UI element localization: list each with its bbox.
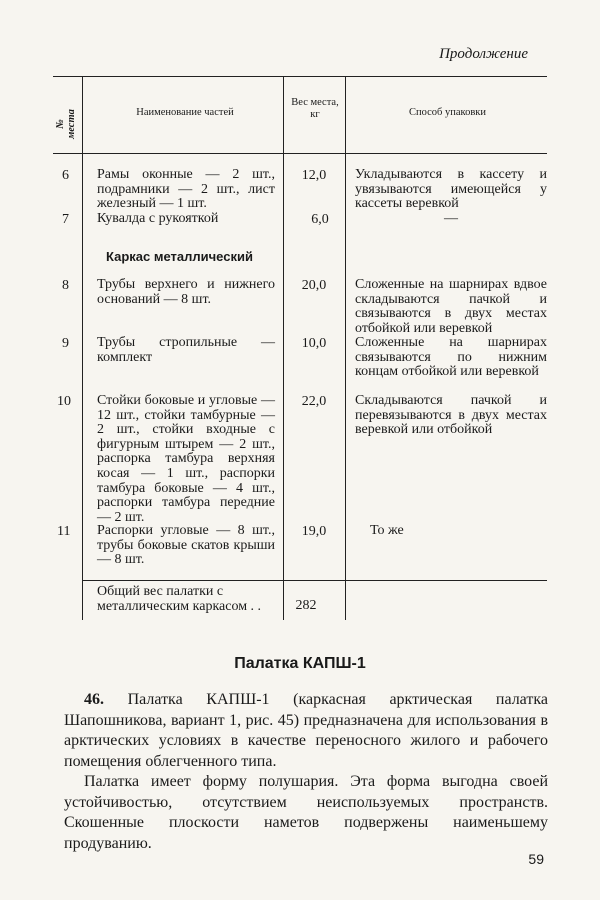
row-num: 10 (57, 394, 71, 409)
row-num: 6 (62, 168, 69, 183)
row-num: 7 (62, 212, 69, 227)
row-weight: 20,0 (301, 278, 327, 293)
continuation-label: Продолжение (439, 46, 528, 62)
total-label: Общий вес палатки с металлическим каркасом . . (97, 584, 262, 614)
row-weight: 6,0 (311, 212, 329, 227)
row-packing: Сложенные на шарнирах вдвое складываются пачкой и связываются в двух местах отбойкой или веревкой (355, 277, 547, 336)
paragraph-text: Палатка имеет форму полушария. Эта форма выгодна своей устойчивостью, отсутствием неиспользуемых пространств. Скошенные плоскости наметов подвержены наименьшему продуванию. (64, 773, 548, 852)
table-col-divider-1 (82, 76, 83, 620)
paragraph-number: 46. (84, 691, 104, 708)
section-heading: Палатка КАПШ-1 (234, 655, 366, 672)
row-name: Стойки боковые и угловые — 12 шт., стойки тамбурные — 2 шт., стойки входные с фигурным штырем — 2 шт., распорка тамбура верхняя косая — 1 шт., распорки тамбура боковые — 4 шт., распорки тамбура передние — 2 шт. (97, 393, 275, 525)
row-name: Кувалда с рукояткой (97, 211, 219, 226)
body-text (64, 690, 548, 854)
table-total-rule (82, 580, 547, 581)
row-packing: Укладываются в кассету и увязываются имеющейся у кассеты веревкой (355, 167, 547, 212)
table-top-rule (53, 76, 547, 77)
row-name: Рамы оконные — 2 шт., подрамники — 2 шт., лист железный — 1 шт. (97, 167, 275, 212)
section-title: Каркас металлический (106, 249, 253, 264)
row-name: Трубы стропильные — комплект (97, 335, 275, 365)
row-weight: 19,0 (301, 524, 327, 539)
table-col-divider-3 (345, 76, 346, 620)
row-num: 11 (57, 524, 71, 539)
row-packing: Сложенные на шарнирах связываются по нижним концам отбойкой или веревкой (355, 335, 547, 380)
row-weight: 10,0 (301, 336, 327, 351)
row-num: 8 (62, 278, 69, 293)
page-number: 59 (528, 851, 544, 867)
header-weight: Вес места, кг (291, 97, 339, 120)
paragraph (64, 772, 548, 854)
row-weight: 22,0 (301, 394, 327, 409)
paragraph (64, 690, 548, 772)
row-name: Распорки угловые — 8 шт., трубы боковые скатов крыши — 8 шт. (97, 523, 275, 568)
header-num: № места (55, 109, 77, 139)
row-packing: То же (370, 523, 404, 538)
table-header-rule (53, 153, 547, 154)
row-packing: — (444, 211, 458, 226)
header-packing: Способ упаковки (408, 107, 487, 118)
row-name: Трубы верхнего и нижнего оснований — 8 шт. (97, 277, 275, 307)
header-name: Наименование частей (136, 107, 234, 118)
row-weight: 12,0 (301, 168, 327, 183)
paragraph-text: Палатка КАПШ-1 (каркасная арктическая палатка Шапошникова, вариант 1, рис. 45) предназначена для использования в арктических условиях в качестве переносного жилого и рабочего помещения облегченного типа. (64, 691, 548, 770)
total-value: 282 (295, 598, 317, 613)
row-packing: Складываются пачкой и перевязываются в двух местах веревкой или отбойкой (355, 393, 547, 438)
row-num: 9 (62, 336, 69, 351)
